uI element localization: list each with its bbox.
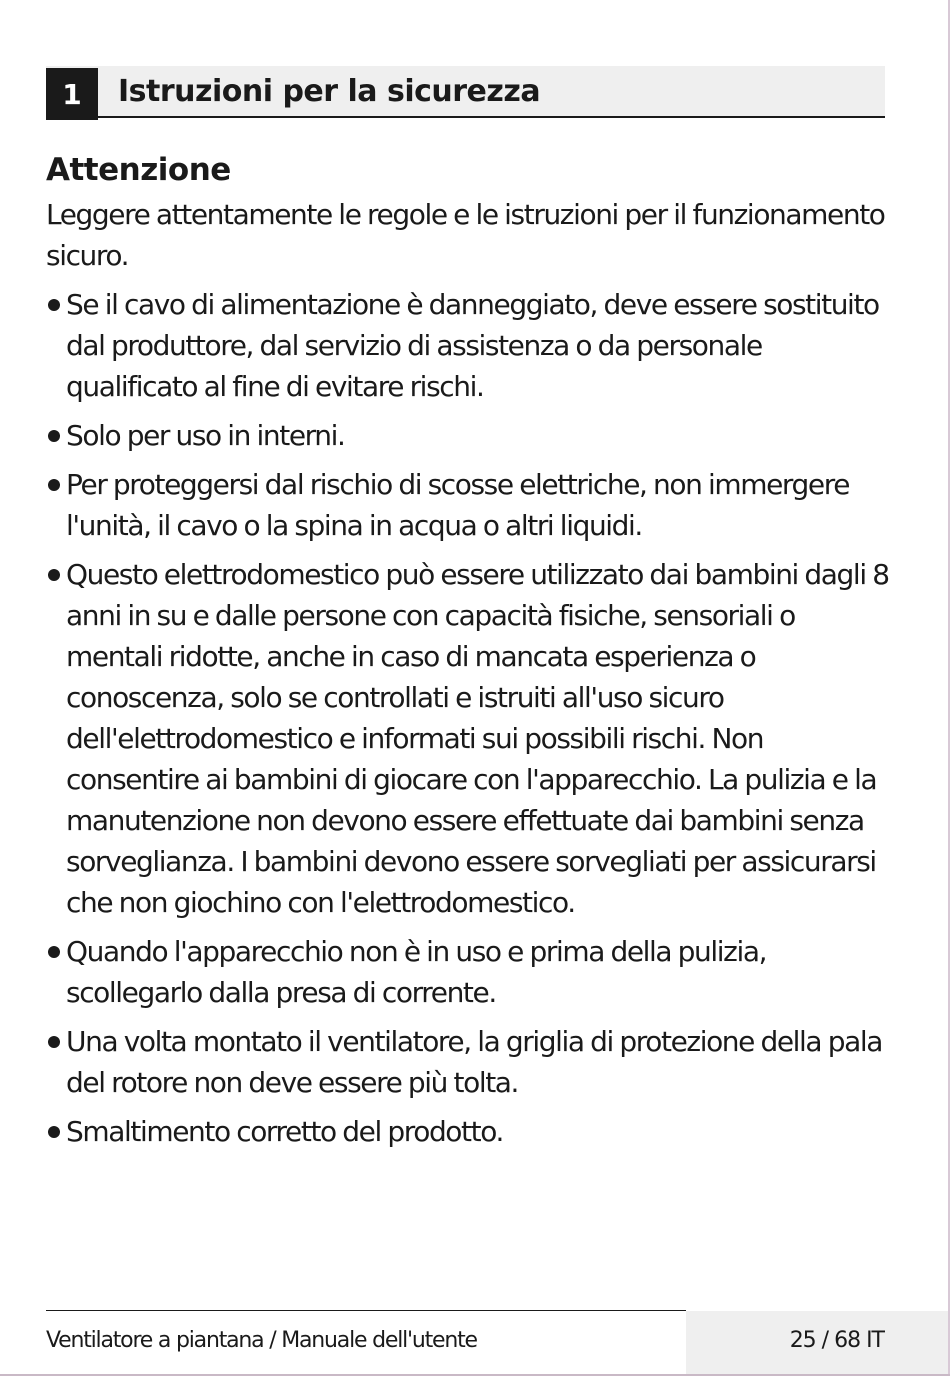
section-number-badge: 1	[46, 68, 98, 120]
bullet-icon	[48, 299, 60, 311]
list-item-text: Smaltimento corretto del prodotto.	[66, 1115, 503, 1148]
bullet-icon	[48, 569, 60, 581]
bullet-icon	[48, 430, 60, 442]
main-content	[46, 148, 896, 1160]
intro-paragraph: Leggere attentamente le regole e le istruzioni per il funzionamento sicuro.	[46, 198, 885, 272]
list-item-text: Per proteggersi dal rischio di scosse elettriche, non immergere l'unità, il cavo o la spina in acqua o altri liquidi.	[66, 468, 850, 542]
list-item-text: Una volta montato il ventilatore, la griglia di protezione della pala del rotore non deve essere più tolta.	[66, 1025, 882, 1099]
list-item	[46, 1021, 896, 1103]
bullet-icon	[48, 1126, 60, 1138]
bullet-icon	[48, 479, 60, 491]
footer-divider	[46, 1310, 686, 1311]
section-title: Istruzioni per la sicurezza	[118, 73, 541, 109]
safety-list	[46, 284, 896, 1152]
footer-page-number: 25 / 68 IT	[789, 1328, 884, 1353]
list-item-text: Questo elettrodomestico può essere utilizzato dai bambini dagli 8 anni in su e dalle persone con capacità fisiche, sensoriali o mentali ridotte, anche in caso di mancata esperienza o conoscenza, solo se controllati e istruiti all'uso sicuro dell'elettrodomestico e informati sui possibili rischi. Non consentire ai bambini di giocare con l'apparecchio. La pulizia e la manutenzione non devono essere effettuate dai bambini senza sorveglianza. I bambini devono essere sorvegliati per assicurarsi che non giochino con l'elettrodomestico.	[66, 558, 889, 919]
list-item	[46, 284, 896, 407]
list-item-text: Se il cavo di alimentazione è danneggiato, deve essere sostituito dal produttore, dal servizio di assistenza o da personale qualificato al fine di evitare rischi.	[66, 288, 879, 403]
footer-document-title: Ventilatore a piantana / Manuale dell'utente	[46, 1328, 477, 1353]
section-header	[46, 66, 885, 118]
bullet-icon	[48, 1036, 60, 1048]
list-item-text: Quando l'apparecchio non è in uso e prima della pulizia, scollegarlo dalla presa di corrente.	[66, 935, 767, 1009]
bullet-icon	[48, 946, 60, 958]
list-item	[46, 415, 896, 456]
list-item	[46, 931, 896, 1013]
list-item	[46, 554, 896, 923]
list-item	[46, 464, 896, 546]
list-item	[46, 1111, 896, 1152]
subheading: Attenzione	[46, 152, 231, 188]
list-item-text: Solo per uso in interni.	[66, 419, 345, 452]
